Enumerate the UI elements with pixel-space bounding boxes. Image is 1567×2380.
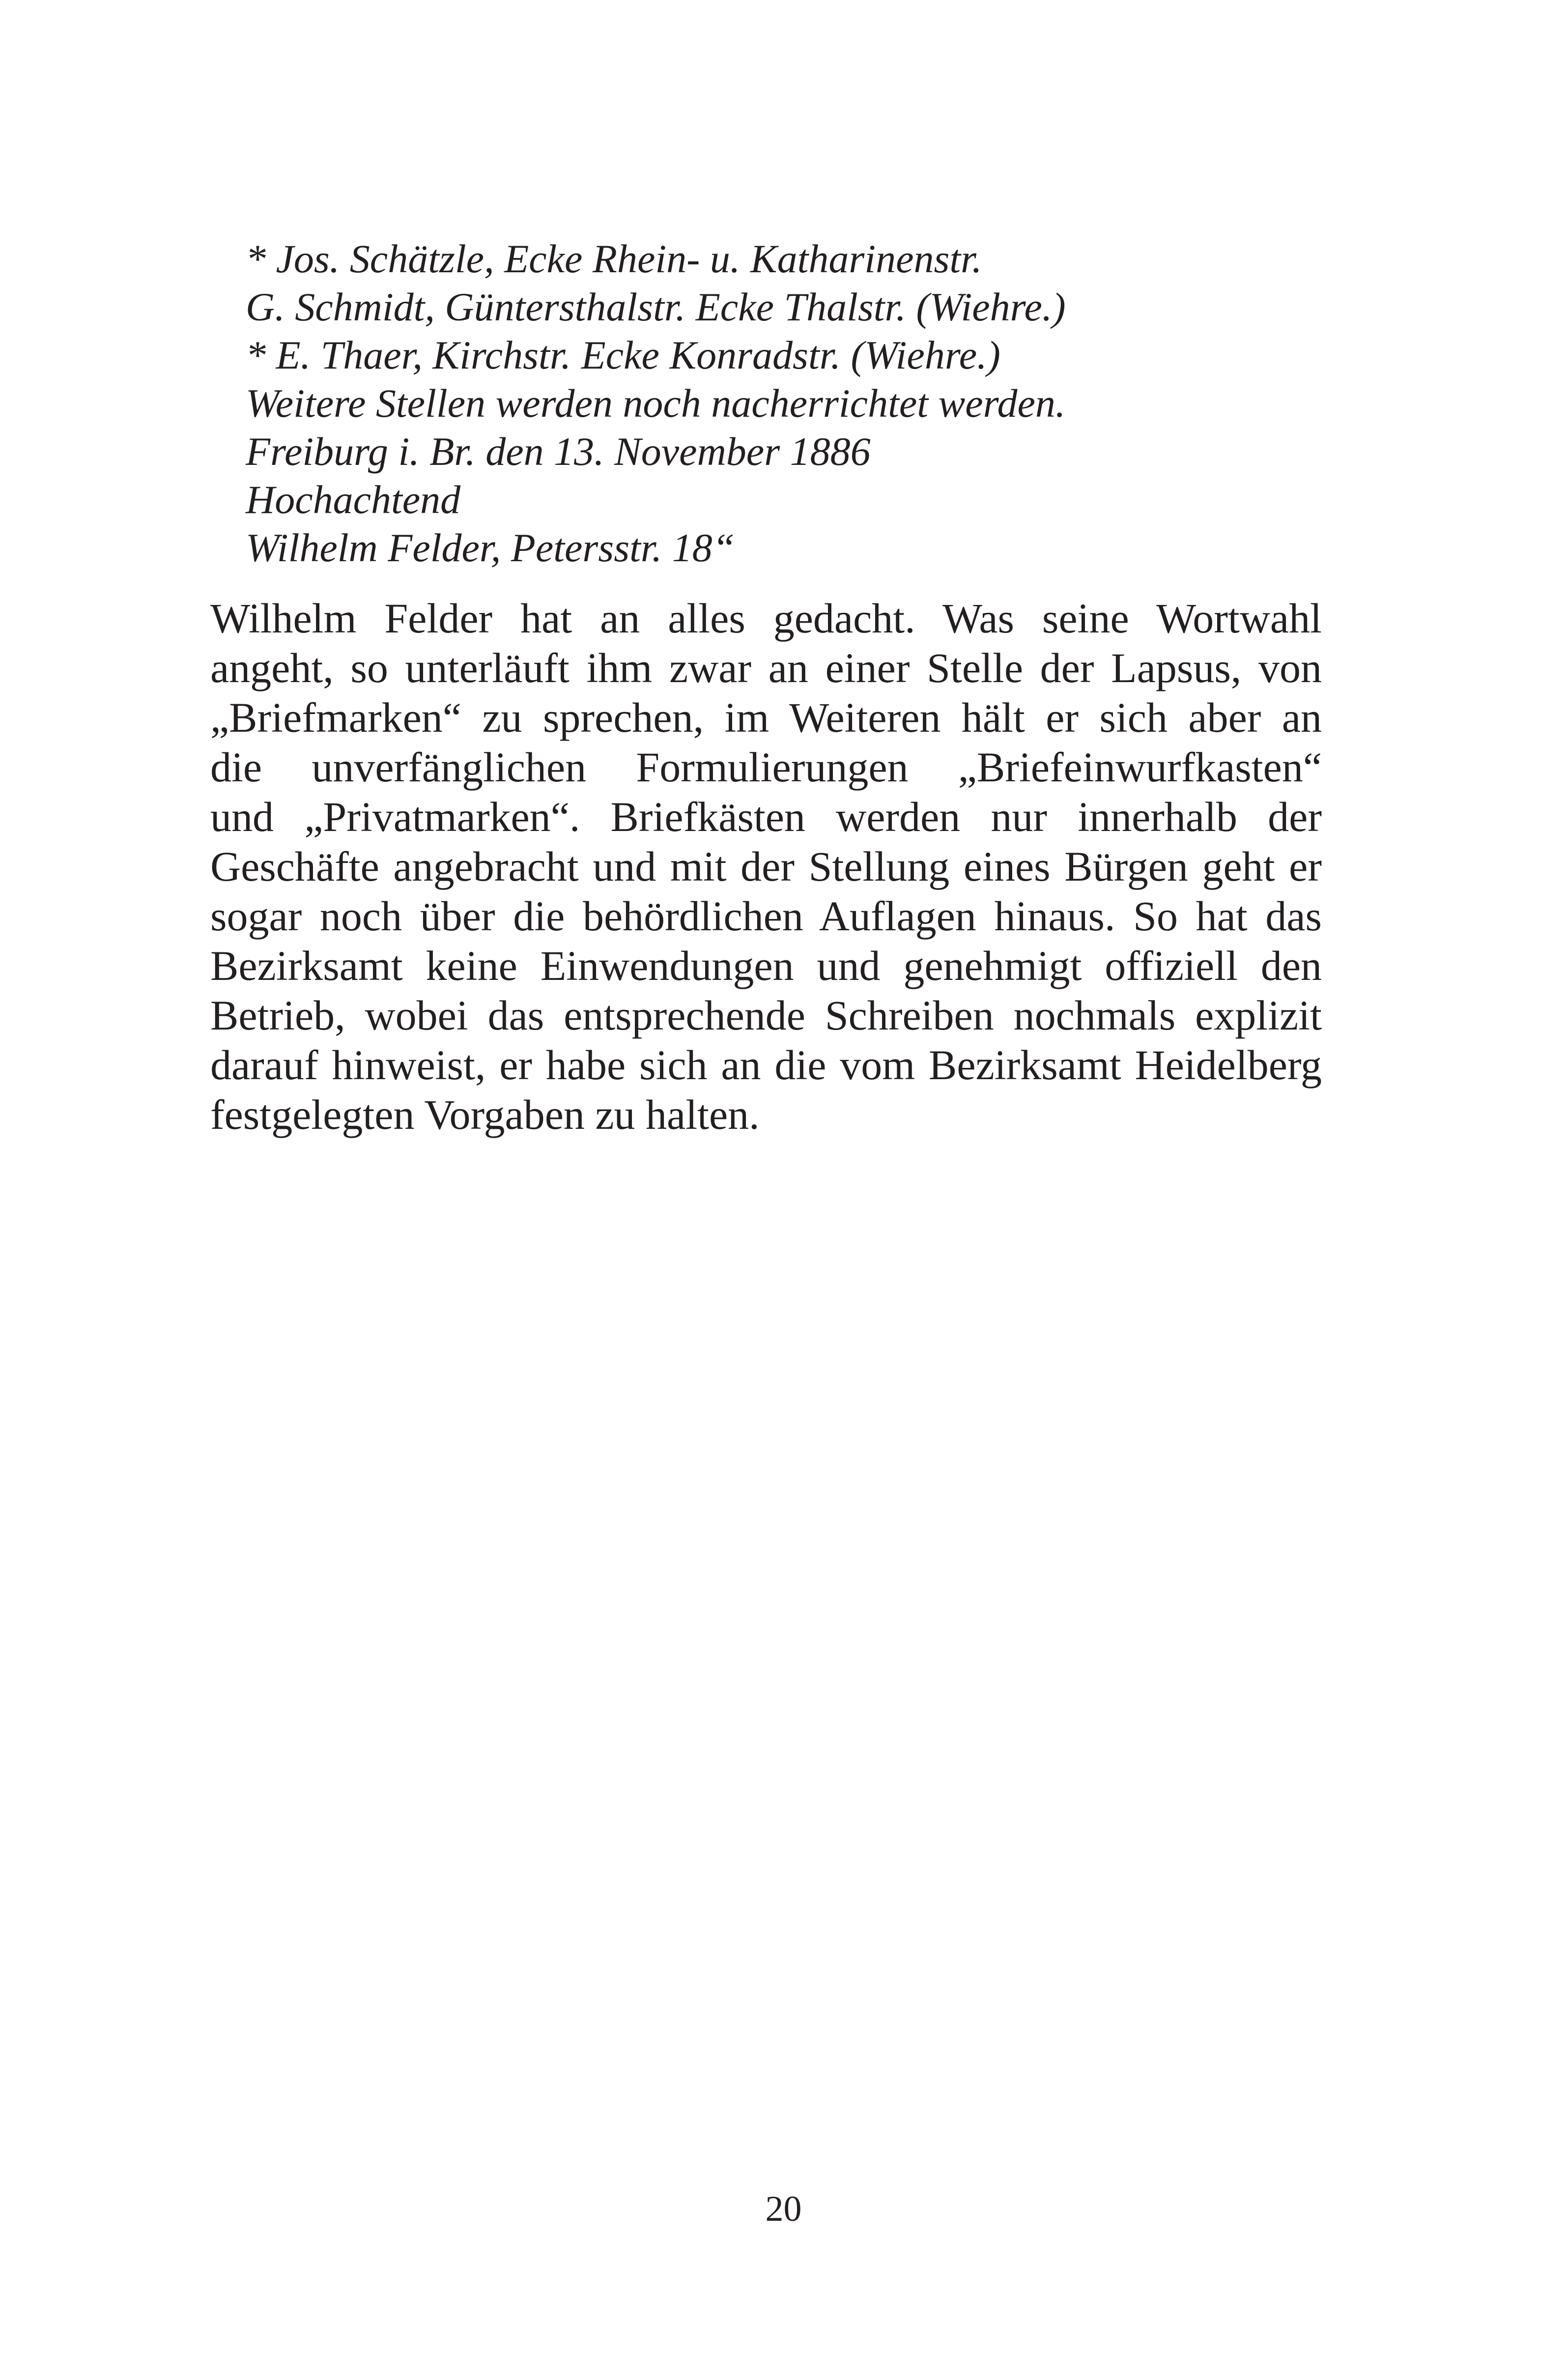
body-line: „Briefmarken“ zu sprechen, im Weiteren hält er sich aber an xyxy=(210,694,1322,741)
body-line: darauf hinweist, er habe sich an die vom Bezirksamt Heidelberg xyxy=(210,1041,1322,1089)
body-line: und „Privatmarken“. Briefkästen werden nur innerhalb der xyxy=(210,793,1322,840)
body-paragraph xyxy=(210,594,1322,1140)
quote-line: Weitere Stellen werden noch nacherrichtet werden. xyxy=(246,381,1066,426)
body-line: die unverfänglichen Formulierungen „Briefeinwurfkasten“ xyxy=(210,744,1322,791)
quote-line: Wilhelm Felder, Petersstr. 18“ xyxy=(246,525,735,570)
body-line: Betrieb, wobei das entsprechende Schreiben nochmals explizit xyxy=(210,992,1322,1039)
page-number: 20 xyxy=(765,2189,802,2229)
quote-line: Hochachtend xyxy=(246,477,461,522)
quote-line: G. Schmidt, Güntersthalstr. Ecke Thalstr. (Wiehre.) xyxy=(246,285,1066,329)
body-line: Wilhelm Felder hat an alles gedacht. Was seine Wortwahl xyxy=(210,595,1322,642)
quote-line: Freiburg i. Br. den 13. November 1886 xyxy=(246,429,871,474)
body-line: Geschäfte angebracht und mit der Stellung eines Bürgen geht er xyxy=(210,843,1322,890)
body-line: angeht, so unterläuft ihm zwar an einer Stelle der Lapsus, von xyxy=(210,644,1322,691)
quote-line: * Jos. Schätzle, Ecke Rhein- u. Katharinenstr. xyxy=(246,236,982,281)
body-line: sogar noch über die behördlichen Auflagen hinaus. So hat das xyxy=(210,892,1322,940)
quote-line: * E. Thaer, Kirchstr. Ecke Konradstr. (Wiehre.) xyxy=(246,333,1000,377)
body-line: Bezirksamt keine Einwendungen und genehmigt offiziell den xyxy=(210,942,1322,989)
quoted-letter-excerpt xyxy=(246,235,1425,572)
body-line: festgelegten Vorgaben zu halten. xyxy=(210,1091,760,1138)
